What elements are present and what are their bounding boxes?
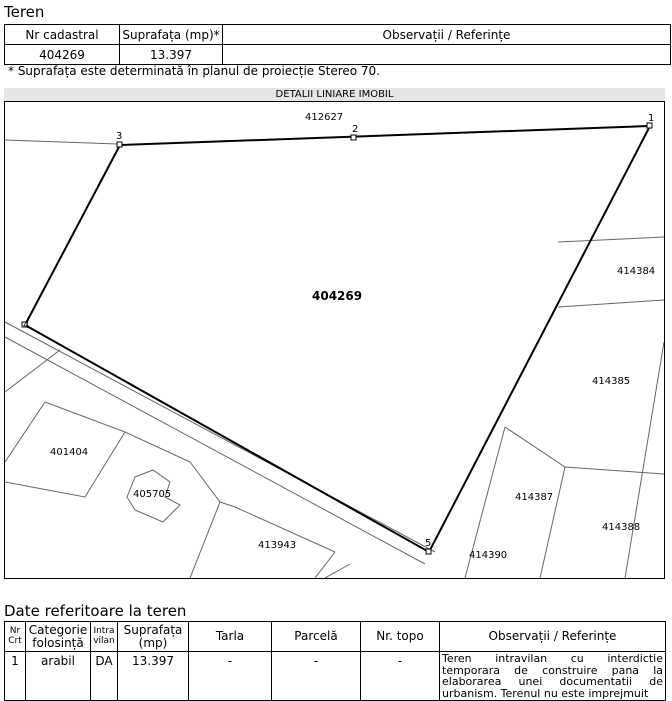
neighbor-boundaries xyxy=(5,140,664,578)
plan-banner: DETALII LINIARE IMOBIL xyxy=(4,88,665,101)
neighbor-label: 412627 xyxy=(305,112,344,123)
header-suprafata: Suprafața (mp)* xyxy=(120,25,223,45)
neighbor-label: 414390 xyxy=(469,550,508,561)
vertex-label-2: 2 xyxy=(352,124,359,135)
plan-drawing xyxy=(5,102,664,578)
surface-note: * Suprafața este determinată în planul de proiecție Stereo 70. xyxy=(8,64,381,78)
neighbor-label: 414388 xyxy=(602,522,641,533)
teren-table xyxy=(4,24,671,65)
table-header-row xyxy=(5,25,671,45)
table-header-row xyxy=(5,622,666,652)
neighbor-label: 414384 xyxy=(617,266,656,277)
vertex-label-1: 1 xyxy=(648,113,655,124)
header-nr-crt: Nr Crt xyxy=(5,622,26,652)
header-intravilan: Intra vilan xyxy=(91,622,118,652)
cell-suprafata: 13.397 xyxy=(120,45,223,65)
section-title-date: Date referitoare la teren xyxy=(4,602,187,620)
cell-nr-cadastral: 404269 xyxy=(5,45,120,65)
header-parcela: Parcelă xyxy=(272,622,361,652)
neighbor-label: 414387 xyxy=(515,492,554,503)
cadastral-plan xyxy=(4,101,665,579)
header-nr-cadastral: Nr cadastral xyxy=(5,25,120,45)
cell-tarla: - xyxy=(189,652,272,701)
cell-nr-topo: - xyxy=(361,652,440,701)
vertex-label-5: 5 xyxy=(425,538,432,549)
header-nr-topo: Nr. topo xyxy=(361,622,440,652)
header-suprafata: Suprafața (mp) xyxy=(118,622,189,652)
neighbor-label: 405705 xyxy=(133,489,172,500)
vertex-label-4: 4 xyxy=(23,320,30,331)
header-tarla: Tarla xyxy=(189,622,272,652)
vertex-markers xyxy=(22,123,652,554)
cell-observatii: Teren intravilan cu interdictie temporara de construire pana la elaborarea unei documentatii de urbanism. Terenul nu este imprejmuit xyxy=(440,652,666,701)
neighbor-label: 401404 xyxy=(50,447,89,458)
header-categorie: Categorie folosință xyxy=(26,622,91,652)
cell-suprafata: 13.397 xyxy=(118,652,189,701)
neighbor-label: 414385 xyxy=(592,376,631,387)
table-row xyxy=(5,45,671,65)
header-observatii: Observații / Referințe xyxy=(223,25,671,45)
cell-observatii xyxy=(223,45,671,65)
land-data-table xyxy=(4,621,666,701)
neighbor-label: 413943 xyxy=(258,540,297,551)
vertex-label-3: 3 xyxy=(116,131,123,142)
cell-categorie: arabil xyxy=(26,652,91,701)
cell-intravilan: DA xyxy=(91,652,118,701)
parcel-boundary xyxy=(25,126,650,552)
table-row xyxy=(5,652,666,701)
cell-parcela: - xyxy=(272,652,361,701)
header-observatii: Observații / Referințe xyxy=(440,622,666,652)
section-title-teren: Teren xyxy=(4,3,45,21)
main-parcel-label: 404269 xyxy=(312,289,363,303)
cell-nr-crt: 1 xyxy=(5,652,26,701)
